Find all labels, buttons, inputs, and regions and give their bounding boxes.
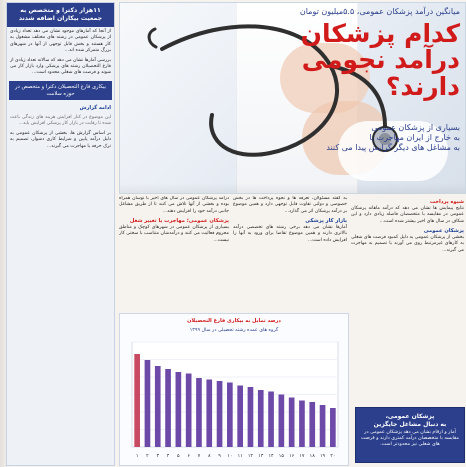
col3-paragraph-2: بخشی از پزشکان عمومی به دلیل کمبود فرصت های شغلی به کارهای غیرمرتبط روی می آورند یا تصمیم به مهاجرت می گیرند... <box>351 234 464 253</box>
col3-heading-1: شیوه پرداخت <box>429 199 464 205</box>
chart-x-tick-label: ۱ <box>135 454 139 459</box>
chart-x-tick-label: ۱۵ <box>278 454 284 459</box>
chart-bar <box>227 383 233 448</box>
hero-subtitle-text: بسیاری از پزشکان عمومی به خارج از ایران مهاجرت یا به مشاغل های دیگر گرایش پیدا می کنند <box>326 123 460 152</box>
chart-x-tick-label: ۲ <box>146 454 149 459</box>
hero-top-title: میانگین درآمد پزشکان عمومی، ۵.۵میلیون تومان <box>299 7 460 16</box>
chart-x-tick-label: ۹ <box>218 454 221 459</box>
chart-x-tick-label: ۳ <box>156 454 160 459</box>
chart-title: درصد تمایل به بیکاری فارغ التحصیلان <box>187 318 281 324</box>
chart-bar <box>134 354 140 447</box>
chart-x-tick-label: ۱۷ <box>299 454 305 459</box>
chart-box <box>119 313 349 466</box>
sidebar-paragraph-1: از آنجا که آمارهای موجود نشان می دهد تعداد زیادی از پزشکان عمومی در رشته های مختلف مشغول به کار هستند و بخش قابل توجهی از آنها در شهرهای بزرگ متمرکز شده اند... <box>10 29 111 53</box>
chart-bar <box>217 381 223 447</box>
hero-main-title <box>280 21 460 100</box>
hero-main-title-text: کدام پزشکان درآمد نجومی دارند؟ <box>300 19 460 101</box>
chart-bar <box>165 369 171 447</box>
sidebar-blue-headline: بیکاری فارغ التحصیلان دکترا و متخصص در حوزه سلامت <box>9 81 112 99</box>
chart-bar <box>320 405 326 447</box>
chart-bar <box>299 401 305 448</box>
chart-x-tick-label: ۱۹ <box>319 454 326 459</box>
chart-x-tick-label: ۱۱ <box>237 454 243 459</box>
sidebar-paragraph-3: بر اساس گزارش ها، بخشی از پزشکان عمومی به دلیل درآمد پایین و شرایط کاری دشوار، تصمیم به ترک حرفه یا مهاجرت می گیرند... <box>10 131 111 149</box>
hero-bottom-shade <box>120 183 465 193</box>
chart-x-tick-label: ۶ <box>187 454 190 459</box>
hero-subtitle <box>290 123 460 153</box>
chart-x-tick-label: ۷ <box>197 454 201 459</box>
chart-bar <box>196 378 202 447</box>
chart-x-tick-label: ۱۶ <box>289 454 295 459</box>
chart-x-tick-label: ۱۸ <box>309 454 315 459</box>
col3-heading-2: پزشکان عمومی <box>423 227 464 234</box>
sidebar-faint-paragraph: این موضوع در کنار افزایش هزینه های زندگی باعث شده تا رقابت در بازار کار پزشکی افزایش یابد... <box>10 114 111 127</box>
col1-paragraph-2: بسیاری از پزشکان عمومی در شهرهای کوچک و مناطق محروم فعالیت می کنند و درآمدشان متناسب با سختی کار نیست... <box>119 224 229 243</box>
chart-bar <box>206 380 212 448</box>
chart-x-tick-label: ۱۳ <box>258 454 264 459</box>
callout-title <box>360 413 460 428</box>
chart-bar <box>248 387 254 447</box>
chart-subtitle: گروه های عمده رشته تحصیلی در سال ۱۳۹۹ <box>189 328 279 333</box>
chart-x-tick-label: ۲۰ <box>330 454 336 459</box>
callout-title-text: پزشکان عمومی، به دنبال مشاغل جایگزین <box>373 413 447 428</box>
chart-x-tick-label: ۵ <box>177 454 180 459</box>
bottom-callout <box>355 407 465 463</box>
chart-bar <box>155 366 161 447</box>
chart-bar <box>186 374 192 448</box>
chart-bar <box>309 402 315 447</box>
sidebar-header: ۱۱هزار دکترا و متخصص به جمعیت بیکاران اضافه شدند <box>7 3 114 27</box>
chart-bar <box>237 386 243 448</box>
chart-x-tick-label: ۴ <box>166 454 170 459</box>
col2-paragraph-1: به گفته مسئولان، تعرفه ها و نحوه پرداخت ها در بخش خصوصی و دولتی تفاوت قابل توجهی دارد و همین موضوع بر درآمد پزشکان اثر می گذارد... <box>233 196 347 214</box>
chart-bar <box>330 408 336 447</box>
hero-image <box>119 2 466 194</box>
bar-chart <box>120 314 348 465</box>
callout-body: آمار و ارقام نشان می دهد پزشکان عمومی در مقایسه با متخصصان درآمد کمتری دارند و فرصت های شغلی نیز محدودتر است. <box>361 430 459 447</box>
col3-paragraph-1: نتایج پیمایش ها نشان می دهد که درآمد ماهانه پزشکان عمومی در مقایسه با متخصصان فاصله زیادی دارد و این شکاف در سال های اخیر بیشتر شده است... <box>351 206 464 224</box>
col2-paragraph-2: آمارها نشان می دهد برخی رشته های تخصصی درآمد بالاتری دارند و همین موضوع تقاضا برای ورود به آنها را افزایش داده است... <box>233 224 347 243</box>
col1-paragraph-1: درآمد پزشکان عمومی در سال های اخیر با نوسان همراه بوده و بخشی از آنها تلاش می کنند تا از طریق مشاغل جانبی درآمد خود را افزایش دهند... <box>119 196 229 214</box>
chart-x-tick-label: ۱۲ <box>247 454 254 459</box>
chart-bar <box>258 390 264 447</box>
sidebar-subhead: ادامه گزارش <box>79 104 111 111</box>
chart-x-tick-label: ۱۰ <box>227 454 233 459</box>
chart-bar <box>289 398 295 448</box>
chart-x-tick-label: ۱۴ <box>268 454 274 459</box>
sidebar-paragraph-2: بررسی آمارها نشان می دهد که سالانه تعداد زیادی از فارغ التحصیلان رشته های پزشکی وارد بازار کار می شوند و فرصت های شغلی محدود است... <box>10 57 111 76</box>
col2-heading: بازار کار پزشکی <box>305 217 347 224</box>
chart-bar <box>145 360 151 447</box>
left-sidebar <box>6 2 115 466</box>
chart-bar <box>268 392 274 448</box>
chart-bar <box>279 395 285 448</box>
chart-x-tick-label: ۸ <box>207 454 211 459</box>
col1-heading: پزشکان عمومی؛ مهاجرت یا تغییر شغل <box>129 217 229 224</box>
chart-bar <box>176 372 182 447</box>
